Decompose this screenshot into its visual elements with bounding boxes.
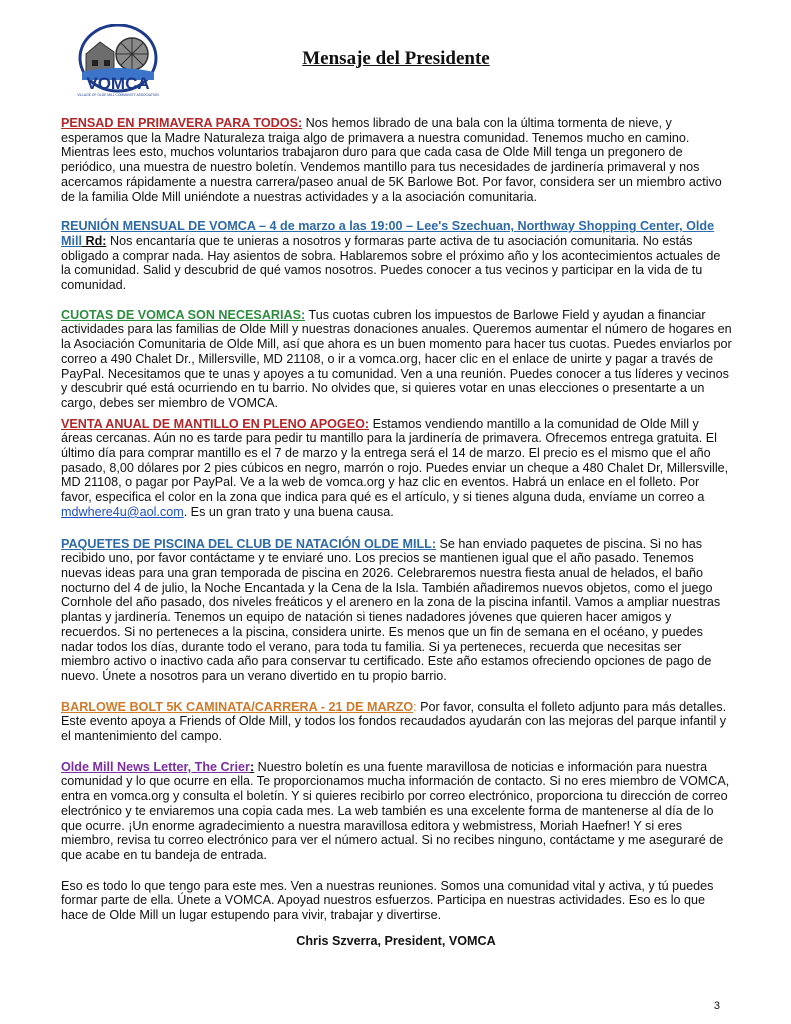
section-text: Nos hemos librado de una bala con la última tormenta de nieve, y esperamos que la Madre Naturaleza traiga algo de primavera a nuestra comunidad. Tenemos mucho en camino. Mientras lees esto, muchos voluntarios trabajaron duro para que cada casa de Olde Mill tenga un pregonero de periódico, una muestra de nuestro boletín. Vendemos mantillo para tus necesidades de jardinería primaveral y nos acercamos rápidamente a nuestra carrera/paseo anual de 5K Barlowe Bot. Por favor, considera ser un miembro activo de la familia Olde Mill uniéndote a nuestras actividades y a la asociación comunitaria. bbox=[61, 116, 722, 204]
logo-subtext: VILLAGE OF OLDE MILL COMMUNITY ASSOCIATION bbox=[77, 93, 159, 97]
section-heading: PAQUETES DE PISCINA DEL CLUB DE NATACIÓN OLDE MILL: bbox=[61, 536, 437, 551]
section-heading-tail: : bbox=[413, 699, 417, 714]
section-text: Tus cuotas cubren los impuestos de Barlowe Field y ayudan a financiar actividades para las familias de Olde Mill y nuestras donaciones anuales. Queremos aumentar el número de hogares en la Asociación Comunitaria de Olde Mill, así que ahora es un buen momento para hacer tus cuotas. Puedes enviarlos por correo a 490 Chalet Dr., Millersville, MD 21108, o ir a vomca.org, hacer clic en el enlace de unirte y pagar a través de PayPal. Necesitamos que te unas y apoyes a tu comunidad. Ven a una reunión. Puedes conocer a tus líderes y vecinos y descubrir qué está ocurriendo en tu barrio. No olvides que, si quieres votar en unas elecciones o presentarte a un cargo, debes ser miembro de VOMCA. bbox=[61, 307, 732, 410]
signature: Chris Szverra, President, VOMCA bbox=[296, 934, 496, 948]
section-heading-tail: : bbox=[249, 759, 255, 774]
section-heading: CUOTAS DE VOMCA SON NECESARIAS: bbox=[61, 307, 306, 322]
section-spring bbox=[61, 116, 733, 204]
section-pool bbox=[61, 537, 733, 684]
section-newsletter bbox=[61, 760, 733, 863]
section-text: Se han enviado paquetes de piscina. Si no has recibido uno, por favor contáctame y te enviaré uno. Los precios se mantienen igual que el año pasado. Tenemos nuevas ideas para una gran temporada de piscina en 2026. Celebraremos nuestra fiesta anual de helados, el baño nocturno del 4 de julio, la Noche Encantada y la Cena de la Isla. También añadiremos nuevos objetos, como el juego Cornhole del año pasado, dos niveles freáticos y el arenero en la zona de la piscina infantil. Vamos a ampliar nuestras plantas y jardinería. Tenemos un equipo de natación si tienes nadadores jóvenes que quieren hacer amigos y recuerdos. Si no perteneces a la piscina, considera unirte. Es menos que un fin de semana en el océano, y puedes nadar todos los días, durante todo el verano, para toda tu familia. Si ya perteneces, recuerda que necesitas ser miembro activo o inactivo cada año para conservar tu certificado. Este año estamos ofreciendo opciones de pago de nuevo. Únete a nosotros para un verano divertido en tu propio barrio. bbox=[61, 536, 721, 683]
section-dues bbox=[61, 308, 733, 411]
section-text: Por favor, consulta el folleto adjunto para más detalles. Este evento apoya a Friends of Olde Mill, y todos los fondos recaudados ayudarán con las mejoras del parque infantil y el mantenimiento del campo. bbox=[61, 699, 727, 744]
section-heading: VENTA ANUAL DE MANTILLO EN PLENO APOGEO: bbox=[61, 416, 370, 431]
section-text: Estamos vendiendo mantillo a la comunidad de Olde Mill y áreas cercanas. Aún no es tarde para pedir tu mantillo para la jardinería de primavera. Ofrecemos entrega gratuita. El último día para comprar mantillo es el 7 de marzo y la entrega será el 14 de marzo. El precio es el mismo que el año pasado, 8,00 dólares por 2 pies cúbicos en negro, marrón o rojo. Puedes enviar un cheque a 480 Chalet Dr, Millersville, MD 21108, o pagar por PayPal. Ve a la web de vomca.org y haz clic en eventos. Habrá un enlace en el folleto. Por favor, especifica el color en la zona que indica para qué es el artículo, y si tienes alguna duda, envíame un correo a bbox=[61, 416, 729, 505]
section-text-end: . Es un gran trato y una buena causa. bbox=[183, 504, 394, 519]
vomca-logo bbox=[66, 24, 170, 100]
logo-text: VOMCA bbox=[86, 74, 150, 93]
section-text: Nuestro boletín es una fuente maravillosa de noticias e información para nuestra comunidad y lo que ocurre en ella. Te proporcionamos mucha información de contacto. Si no eres miembro de VOMCA, entra en vomca.org y consulta el boletín. Y si quieres recibirlo por correo electrónico, proporciona tu dirección de correo electrónico y te enviaremos una copia cada mes. La web también es una excelente forma de mantenerse al día de lo que ocurre. ¡Un enorme agradecimiento a nuestra maravillosa editora y webmistress, Moriah Haefner! Y si eres miembro, revisa tu correo electrónico para ver el número actual. Si no recibes ninguno, contáctame y me aseguraré de que acabe en tu bandeja de entrada. bbox=[61, 759, 730, 862]
section-meeting bbox=[61, 219, 733, 293]
page-title: Mensaje del Presidente bbox=[302, 48, 490, 69]
section-text: Nos encantaría que te unieras a nosotros y formaras parte activa de tu asociación comunitaria. No estás obligado a comprar nada. Hay asientos de sobra. Hablaremos sobre el próximo año y los acontecimientos actuales de la comunidad. Salid y descubrid de qué vamos nosotros. Puedes conocer a tus vecinos y participar en la vida de tu comunidad. bbox=[61, 233, 721, 293]
section-barlowe-bolt bbox=[61, 700, 733, 744]
section-heading: PENSAD EN PRIMAVERA PARA TODOS: bbox=[61, 116, 303, 130]
email-link[interactable]: mdwhere4u@aol.com bbox=[61, 504, 184, 519]
page-number: 3 bbox=[713, 1000, 720, 1012]
section-heading: BARLOWE BOLT 5K CAMINATA/CARRERA - 21 DE MARZO bbox=[61, 699, 414, 714]
section-heading: Olde Mill News Letter, The Crier bbox=[61, 759, 250, 774]
section-heading-tail: Rd: bbox=[82, 233, 107, 248]
letter-body bbox=[61, 116, 733, 923]
closing-paragraph: Eso es todo lo que tengo para este mes. Ven a nuestras reuniones. Somos una comunidad vital y activa, y tú puedes formar parte de ella. Únete a VOMCA. Apoyad nuestros esfuerzos. Participa en nuestras actividades. Eso es lo que hace de Olde Mill un lugar estupendo para vivir, trabajar y divertirse. bbox=[61, 878, 714, 923]
section-mulch bbox=[61, 417, 733, 520]
section-heading: REUNIÓN MENSUAL DE VOMCA – 4 de marzo a las 19:00 – Lee's Szechuan, Northway Shopping Center, Olde Mill bbox=[61, 219, 715, 248]
